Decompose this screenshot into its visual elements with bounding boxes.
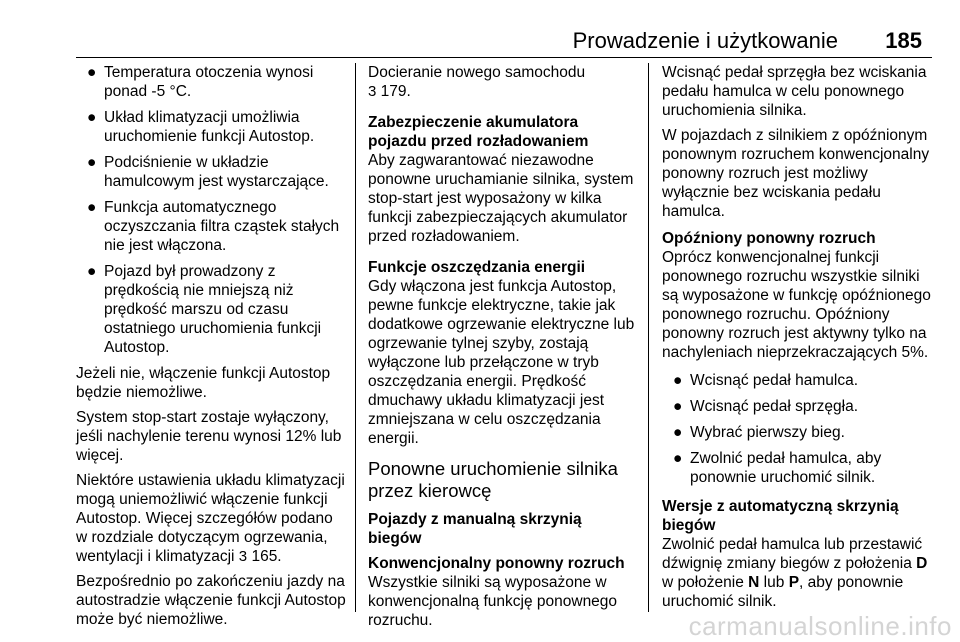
- column-right: [662, 63, 934, 617]
- subheading: Konwencjonalny ponowny rozruch: [368, 555, 625, 572]
- subheading: Wersje z automatyczną skrzynią biegów: [662, 498, 899, 534]
- column-divider: [355, 63, 356, 612]
- paragraph: Aby zagwarantować niezawodne ponowne uruchamianie silnika, system stop-start jest wyposażony w kilka funkcji zabezpieczających akumulator przed rozładowaniem.: [368, 152, 634, 245]
- paragraph: Jeżeli nie, włączenie funkcji Autostop będzie niemożliwe.: [76, 365, 331, 401]
- watermark: carmanualsonline.info: [688, 611, 952, 641]
- page-reference: 165.: [247, 548, 282, 565]
- page-number: 185: [885, 28, 922, 53]
- page-reference: 179.: [376, 83, 411, 100]
- subheading: Funkcje oszczędzania energii: [368, 259, 586, 276]
- paragraph: Zwolnić pedał hamulca lub przestawić dźwignię zmiany biegów z położenia D w położenie N lub P, aby ponownie uruchomić silnik.: [662, 536, 928, 610]
- list-item: ● Temperatura otoczenia wynosi ponad -5 °C.: [87, 64, 314, 100]
- list-item: ● Wcisnąć pedał sprzęgła.: [673, 398, 858, 415]
- page-header: [76, 26, 930, 56]
- paragraph: Docieranie nowego samochodu 3 179.: [368, 64, 586, 100]
- paragraph: W pojazdach z silnikiem z opóźnionym ponownym rozruchem konwencjonalny ponowny rozruch jest możliwy wyłącznie bez wciskania pedału hamulca.: [662, 127, 930, 220]
- paragraph: Gdy włączona jest funkcja Autostop, pewne funkcje elektryczne, takie jak dodatkowe ogrzewanie elektryczne lub ogrzewanie tylnej szyby, zostają wyłączone lub przełączone w tryb oszczędzania energii. Prędkość dmuchawy układu klimatyzacji jest zmniejszana w celu oszczędzania energii.: [368, 278, 635, 447]
- paragraph: System stop-start zostaje wyłączony, jeśli nachylenie terenu wynosi 12% lub więcej.: [76, 409, 342, 464]
- paragraph: Wcisnąć pedał sprzęgła bez wciskania pedału hamulca w celu ponownego uruchomienia silnika.: [662, 64, 927, 119]
- paragraph: Bezpośrednio po zakończeniu jazdy na autostradzie włączenie funkcji Autostop może być niemożliwe.: [76, 573, 346, 628]
- section-heading: Ponowne uruchomienie silnika przez kierowcę: [368, 458, 618, 501]
- list-item: ● Podciśnienie w układzie hamulcowym jest wystarczające.: [87, 154, 329, 190]
- page-reference-icon: 3: [368, 83, 377, 100]
- column-divider: [648, 63, 649, 612]
- list-item: ● Pojazd był prowadzony z prędkością nie mniejszą niż prędkość marszu od czasu ostatniego uruchomienia funkcji Autostop.: [87, 263, 322, 356]
- column-left: [76, 63, 348, 635]
- paragraph: Niektóre ustawienia układu klimatyzacji mogą uniemożliwić włączenie funkcji Autostop. Więcej szczegółów podano w rozdziale dotyczącym ogrzewania, wentylacji i klimatyzacji 3 165.: [76, 472, 345, 565]
- list-item: ● Układ klimatyzacji umożliwia uruchomienie funkcji Autostop.: [87, 109, 315, 145]
- paragraph: Oprócz konwencjonalnej funkcji ponownego rozruchu wszystkie silniki są wyposażone w funkcję opóźnionego ponownego rozruchu. Opóźniony ponowny rozruch jest aktywny tylko na nachyleniach nieprzekraczających 5%.: [662, 249, 931, 361]
- list-item: ● Funkcja automatycznego oczyszczania filtra cząstek stałych nie jest włączona.: [87, 199, 340, 254]
- list-item: ● Wybrać pierwszy bieg.: [673, 424, 845, 441]
- header-divider: [76, 57, 932, 58]
- subheading: Zabezpieczenie akumulatora pojazdu przed rozładowaniem: [368, 114, 589, 150]
- page-reference-icon: 3: [238, 548, 248, 565]
- column-middle: [368, 63, 636, 636]
- paragraph: Wszystkie silniki są wyposażone w konwencjonalną funkcję ponownego rozruchu.: [368, 574, 618, 629]
- list-item: ● Zwolnić pedał hamulca, aby ponownie uruchomić silnik.: [673, 450, 882, 486]
- section-title: Prowadzenie i użytkowanie: [572, 28, 838, 53]
- subheading: Pojazdy z manualną skrzynią biegów: [368, 511, 582, 547]
- list-item: ● Wcisnąć pedał hamulca.: [673, 372, 858, 389]
- subheading: Opóźniony ponowny rozruch: [662, 230, 876, 247]
